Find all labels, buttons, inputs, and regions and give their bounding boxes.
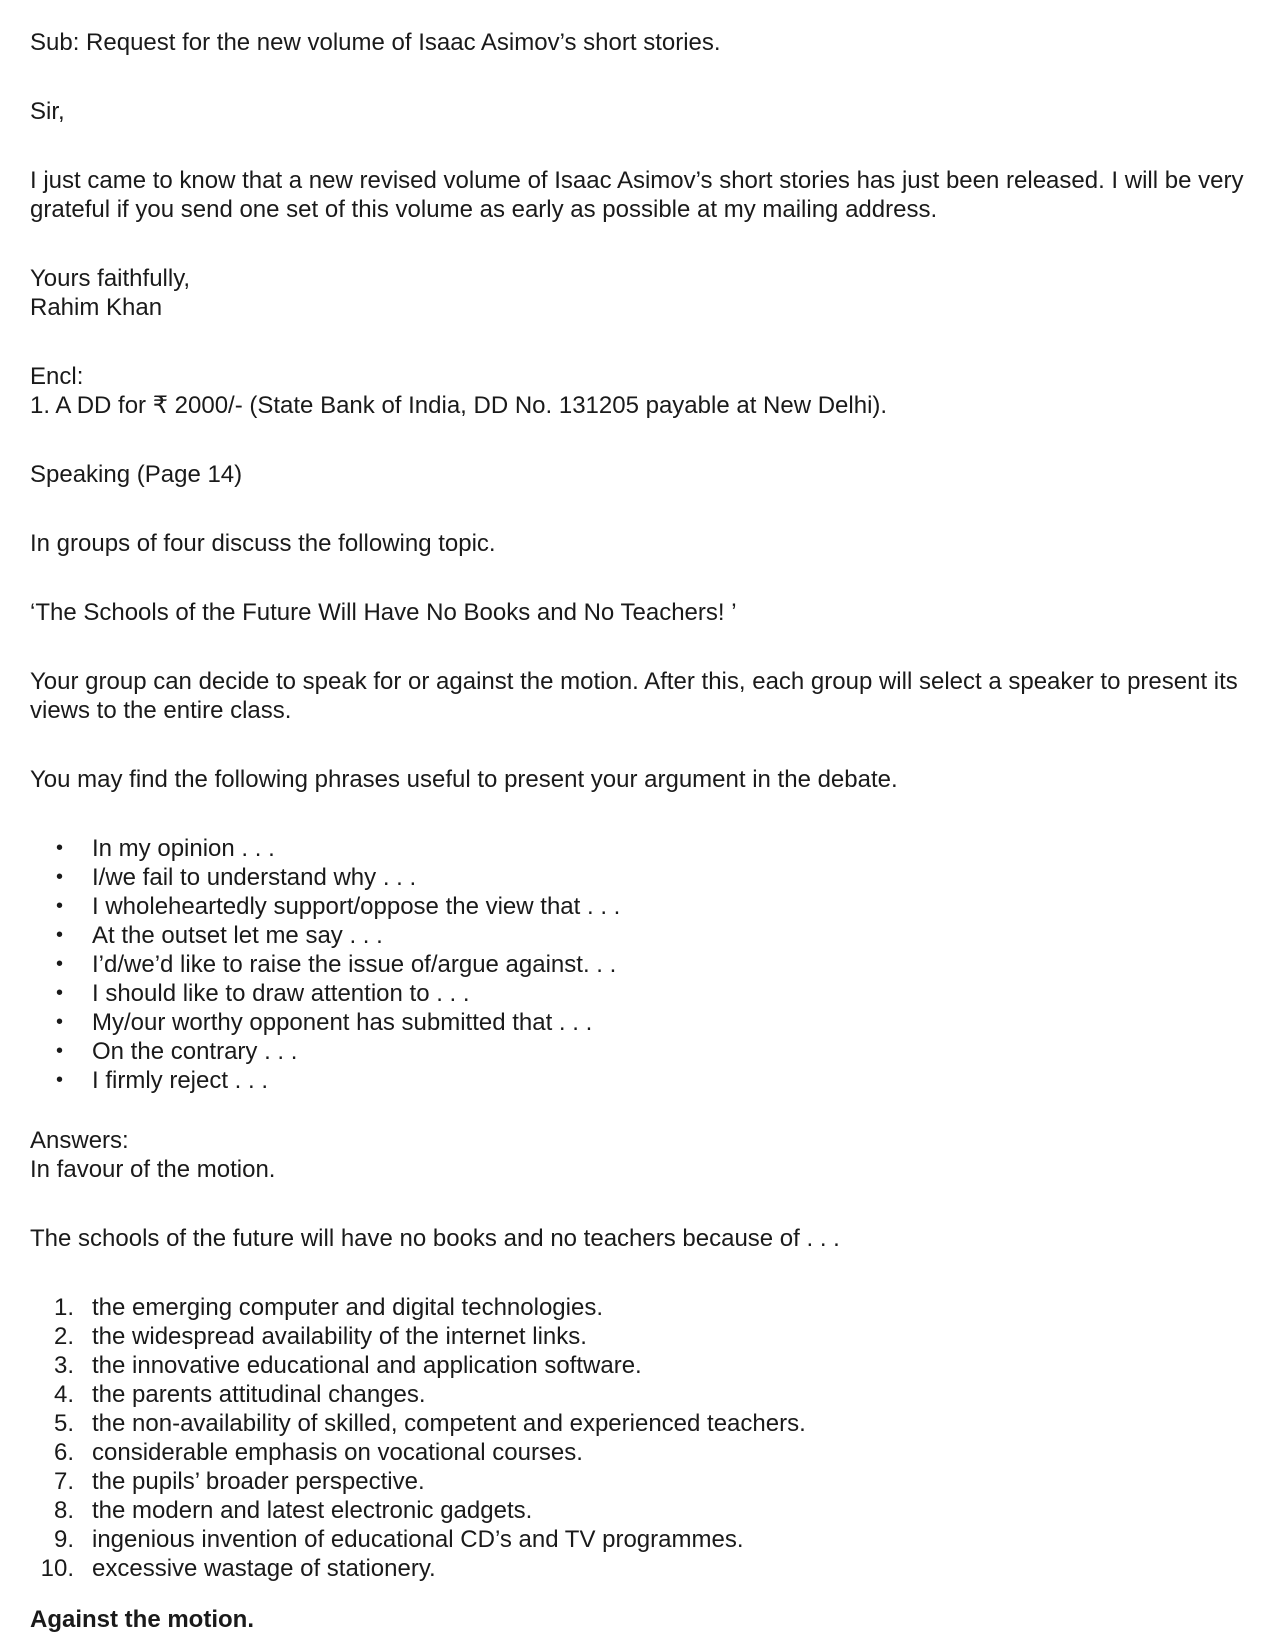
reason-text: ingenious invention of educational CD’s and TV programmes. [92,1526,744,1553]
bullet-icon: • [56,837,64,859]
reason-item [30,1293,1255,1322]
phrase-text: I/we fail to understand why . . . [92,864,417,891]
phrase-item [30,1008,1255,1037]
phrase-text: I wholeheartedly support/oppose the view that . . . [92,893,621,920]
phrase-text: My/our worthy opponent has submitted that . . . [92,1009,593,1036]
letter-enclosure [30,362,1255,420]
phrase-item [30,921,1255,950]
reason-text: the non-availability of skilled, competent and experienced teachers. [92,1410,806,1437]
reason-text: the emerging computer and digital technologies. [92,1294,603,1321]
reason-text: the widespread availability of the internet links. [92,1323,587,1350]
reason-text: excessive wastage of stationery. [92,1555,436,1582]
reason-item [30,1496,1255,1525]
phrases-list [30,834,1255,1095]
phrase-text: I should like to draw attention to . . . [92,980,470,1007]
reason-text: the innovative educational and application software. [92,1352,642,1379]
phrase-item [30,979,1255,1008]
reason-number: 1. [53,1294,74,1321]
reason-item [30,1409,1255,1438]
answers-lead-in: The schools of the future will have no books and no teachers because of . . . [30,1225,840,1252]
reason-text: the modern and latest electronic gadgets. [92,1497,533,1524]
document-page [30,28,1255,1634]
phrase-text: On the contrary . . . [92,1038,298,1065]
bullet-icon: • [56,895,64,917]
bullet-icon: • [56,1040,64,1062]
reason-item [30,1351,1255,1380]
phrase-item [30,834,1255,863]
speaking-task: Your group can decide to speak for or against the motion. After this, each group will select a speaker to present its views to the entire class. [30,668,1238,724]
reason-number: 5. [53,1410,74,1437]
reason-text: the pupils’ broader perspective. [92,1468,425,1495]
phrases-intro: You may find the following phrases useful to present your argument in the debate. [30,766,898,793]
phrase-text: I firmly reject . . . [92,1067,269,1094]
in-favour-heading: In favour of the motion. [30,1156,276,1183]
bullet-icon: • [56,866,64,888]
reason-item [30,1525,1255,1554]
reason-number: 7. [53,1468,74,1495]
answers-header [30,1126,1255,1184]
phrase-text: I’d/we’d like to raise the issue of/argue against. . . [92,951,617,978]
bullet-icon: • [56,1069,64,1091]
reason-number: 9. [53,1526,74,1553]
reason-item [30,1322,1255,1351]
against-heading: Against the motion. [30,1606,254,1633]
phrase-item [30,892,1255,921]
bullet-icon: • [56,924,64,946]
debate-topic: ‘The Schools of the Future Will Have No Books and No Teachers! ’ [30,599,737,626]
reason-number: 2. [53,1323,74,1350]
enclosure-item: 1. A DD for ₹ 2000/- (State Bank of India, DD No. 131205 payable at New Delhi). [30,392,888,419]
letter-body: I just came to know that a new revised volume of Isaac Asimov’s short stories has just been released. I will be very grateful if you send one set of this volume as early as possible at my mailing address. [30,167,1244,223]
letter-salutation: Sir, [30,98,65,125]
reasons-list [30,1293,1255,1583]
speaking-heading: Speaking (Page 14) [30,461,243,488]
reason-number: 6. [53,1439,74,1466]
phrase-item [30,863,1255,892]
phrase-text: In my opinion . . . [92,835,275,862]
phrase-item [30,1066,1255,1095]
enclosure-label: Encl: [30,363,84,390]
reason-text: considerable emphasis on vocational courses. [92,1439,583,1466]
reason-text: the parents attitudinal changes. [92,1381,426,1408]
speaking-instruction: In groups of four discuss the following topic. [30,530,496,557]
phrase-text: At the outset let me say . . . [92,922,383,949]
letter-subject: Sub: Request for the new volume of Isaac Asimov’s short stories. [30,29,721,56]
reason-number: 8. [53,1497,74,1524]
reason-item [30,1380,1255,1409]
reason-item [30,1438,1255,1467]
letter-signature: Rahim Khan [30,294,163,321]
bullet-icon: • [56,1011,64,1033]
letter-closing: Yours faithfully, [30,265,191,292]
answers-label: Answers: [30,1127,129,1154]
phrase-item [30,950,1255,979]
bullet-icon: • [56,982,64,1004]
reason-number: 3. [53,1352,74,1379]
reason-item [30,1467,1255,1496]
reason-number: 4. [53,1381,74,1408]
bullet-icon: • [56,953,64,975]
phrase-item [30,1037,1255,1066]
reason-item [30,1554,1255,1583]
reason-number: 10. [40,1555,74,1582]
letter-signoff [30,264,1255,322]
